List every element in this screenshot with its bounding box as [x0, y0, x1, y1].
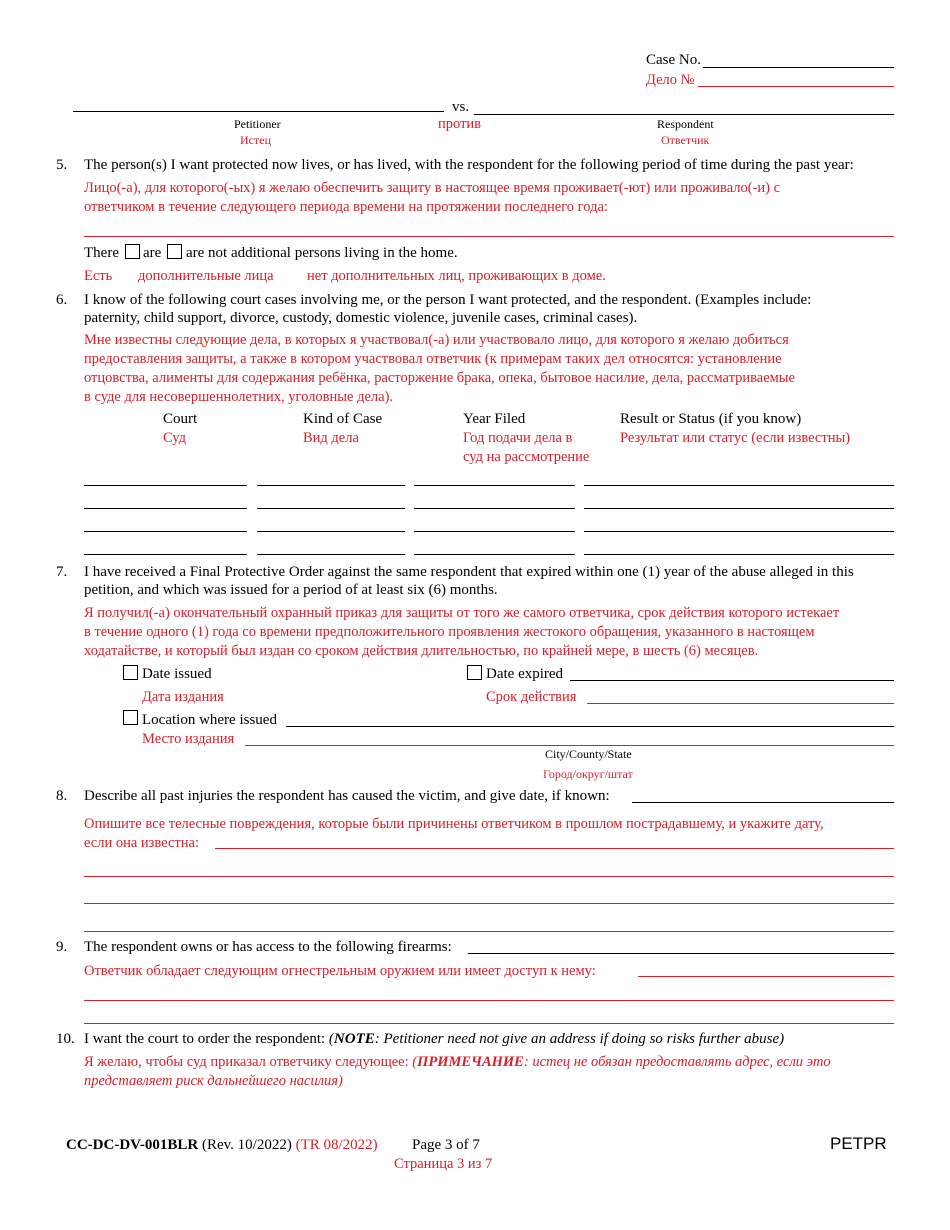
- case-row-4-result[interactable]: [584, 554, 894, 555]
- section-7-text-ru-2: в течение одного (1) года со времени предположительного проявления жестокого обращения, указанного в настоящем: [84, 624, 815, 640]
- section-10-note: (NOTE: Petitioner need not give an address if doing so risks further abuse): [328, 1031, 785, 1047]
- date-issued-label: Date issued: [142, 666, 212, 682]
- respondent-label: Respondent: [657, 117, 714, 131]
- date-expired-checkbox[interactable]: [467, 665, 482, 680]
- section-8-text-ru-1: Опишите все телесные повреждения, которые были причинены ответчиком в прошлом пострадавшему, и укажите дату,: [84, 816, 824, 832]
- col-year-header: Year Filed: [463, 411, 526, 427]
- section-10-note-text-ru: : истец не обязан предоставлять адрес, если это: [523, 1054, 831, 1070]
- section-5-number: 5.: [56, 157, 68, 173]
- case-row-3-kind[interactable]: [257, 531, 405, 532]
- date-expired-label: Date expired: [486, 666, 564, 682]
- case-no-label: Case No.: [646, 52, 701, 68]
- col-kind-header-ru: Вид дела: [303, 430, 359, 446]
- section-7-text-ru-1: Я получил(-а) окончательный охранный приказ для защиты от того же самого ответчика, срок действия которого истекает: [84, 605, 840, 621]
- are-label: are: [143, 245, 162, 261]
- section-10-number: 10.: [56, 1031, 75, 1047]
- location-field-ru: [245, 745, 894, 746]
- case-row-4-court[interactable]: [84, 554, 247, 555]
- location-checkbox[interactable]: [123, 710, 138, 725]
- city-label-ru: Город/округ/штат: [543, 767, 633, 781]
- are-not-checkbox[interactable]: [167, 244, 182, 259]
- location-field[interactable]: [286, 726, 894, 727]
- there-label-ru: Есть: [84, 268, 113, 284]
- are-not-label-ru: нет дополнительных лиц, проживающих в доме.: [307, 268, 606, 284]
- section-7-text-ru-3: ходатайстве, и который был издан со сроком действия длительностью, по крайней мере, в шесть (6) месяцев.: [84, 643, 759, 659]
- case-row-4-kind[interactable]: [257, 554, 405, 555]
- case-row-3-result[interactable]: [584, 531, 894, 532]
- injuries-line-4[interactable]: [84, 931, 894, 932]
- case-row-1-kind[interactable]: [257, 485, 405, 486]
- case-row-1-year[interactable]: [414, 485, 575, 486]
- footer-form-id: [66, 1137, 378, 1154]
- page-number-ru: Страница 3 из 7: [394, 1156, 493, 1172]
- city-label: City/County/State: [545, 747, 632, 761]
- case-no-field-ru: [698, 86, 894, 87]
- section-6-text-ru-1: Мне известны следующие дела, в которых я участвовал(-а) или участвовало лицо, для которого я желаю добиться: [84, 332, 789, 348]
- section-6-text-ru-2: предоставления защиты, а также в котором участвовал ответчик (к примерам таких дел относятся: установление: [84, 351, 782, 367]
- date-expired-field[interactable]: [570, 680, 894, 681]
- are-label-ru: дополнительные лица: [138, 268, 274, 284]
- section-10-note-label: NOTE: [333, 1031, 375, 1047]
- col-kind-header: Kind of Case: [303, 411, 383, 427]
- section-6-text-ru-3: отцовства, алименты для содержания ребёнка, расторжение брака, опека, бытовое насилие, дела, рассматриваемые: [84, 370, 795, 386]
- firearms-field-ru: [638, 976, 894, 977]
- injuries-field[interactable]: [632, 802, 894, 803]
- page-number: Page 3 of 7: [412, 1137, 480, 1153]
- form-translation-date: (TR 08/2022): [295, 1137, 378, 1153]
- case-no-field[interactable]: [703, 67, 894, 68]
- section-10-text: [84, 1031, 784, 1048]
- respondent-field[interactable]: [474, 114, 894, 115]
- form-code: PETPR: [830, 1134, 887, 1153]
- there-label: There: [84, 245, 119, 261]
- date-issued-checkbox[interactable]: [123, 665, 138, 680]
- petitioner-label: Petitioner: [234, 117, 281, 131]
- section-10-text-main: I want the court to order the respondent:: [84, 1031, 326, 1047]
- case-row-3-court[interactable]: [84, 531, 247, 532]
- section-9-text-ru: Ответчик обладает следующим огнестрельным оружием или имеет доступ к нему:: [84, 963, 596, 979]
- firearms-field[interactable]: [468, 953, 894, 954]
- section-6-text-2: paternity, child support, divorce, custody, domestic violence, juvenile cases, criminal cases).: [84, 310, 638, 326]
- col-court-header: Court: [163, 411, 198, 427]
- case-no-label-ru: Дело №: [646, 72, 695, 88]
- are-not-label: are not additional persons living in the home.: [186, 245, 458, 261]
- section-8-text: Describe all past injuries the respondent has caused the victim, and give date, if known:: [84, 788, 610, 804]
- section-7-text-2: petition, and which was issued for a period of at least six (6) months.: [84, 582, 498, 598]
- form-revision: (Rev. 10/2022): [201, 1137, 292, 1153]
- section-6-text-ru-4: в суде для несовершеннолетних, уголовные дела).: [84, 389, 394, 405]
- case-row-2-court[interactable]: [84, 508, 247, 509]
- date-expired-field-ru: [587, 703, 894, 704]
- firearms-line-3[interactable]: [84, 1023, 894, 1024]
- are-checkbox[interactable]: [125, 244, 140, 259]
- location-label-ru: Место издания: [142, 731, 235, 747]
- section-10-text-ru-1: [84, 1054, 831, 1071]
- location-label: Location where issued: [142, 712, 277, 728]
- section-5-text: The person(s) I want protected now lives, or has lived, with the respondent for the following period of time during the past year:: [84, 157, 854, 173]
- case-row-2-result[interactable]: [584, 508, 894, 509]
- case-row-1-court[interactable]: [84, 485, 247, 486]
- section-9-text: The respondent owns or has access to the following firearms:: [84, 939, 452, 955]
- section-6-text-1: I know of the following court cases involving me, or the person I want protected, and the respondent. (Examples include:: [84, 292, 812, 308]
- case-row-1-result[interactable]: [584, 485, 894, 486]
- section-5-text-ru-2: ответчиком в течение следующего периода времени на протяжении последнего года:: [84, 199, 608, 215]
- case-row-4-year[interactable]: [414, 554, 575, 555]
- date-expired-label-ru: Срок действия: [486, 689, 577, 705]
- case-row-2-kind[interactable]: [257, 508, 405, 509]
- vs-label-ru: против: [438, 116, 482, 132]
- section-5-period-field[interactable]: [84, 236, 894, 237]
- section-8-text-ru-2: если она известна:: [84, 835, 199, 851]
- vs-label: vs.: [452, 99, 470, 115]
- section-10-note-ru: (ПРИМЕЧАНИЕ: истец не обязан предоставлять адрес, если это: [412, 1054, 831, 1070]
- section-6-number: 6.: [56, 292, 68, 308]
- petitioner-label-ru: Истец: [240, 133, 271, 147]
- col-year-header-ru-2: суд на рассмотрение: [463, 449, 590, 465]
- col-court-header-ru: Суд: [163, 430, 187, 446]
- firearms-line-2[interactable]: [84, 1000, 894, 1001]
- case-row-2-year[interactable]: [414, 508, 575, 509]
- col-result-header: Result or Status (if you know): [620, 411, 802, 427]
- section-7-number: 7.: [56, 564, 68, 580]
- section-8-number: 8.: [56, 788, 68, 804]
- section-10-text-ru-main: Я желаю, чтобы суд приказал ответчику следующее:: [84, 1054, 409, 1070]
- col-year-header-ru-1: Год подачи дела в: [463, 430, 573, 446]
- injuries-line-2[interactable]: [84, 876, 894, 877]
- date-issued-label-ru: Дата издания: [142, 689, 224, 705]
- petitioner-field[interactable]: [73, 111, 444, 112]
- section-10-text-ru-2: представляет риск дальнейшего насилия): [84, 1073, 343, 1089]
- col-result-header-ru: Результат или статус (если известны): [620, 430, 851, 446]
- section-10-note-label-ru: ПРИМЕЧАНИЕ: [417, 1054, 524, 1070]
- injuries-field-ru: [215, 848, 894, 849]
- injuries-line-3[interactable]: [84, 903, 894, 904]
- case-row-3-year[interactable]: [414, 531, 575, 532]
- section-9-number: 9.: [56, 939, 68, 955]
- section-5-text-ru-1: Лицо(-а), для которого(-ых) я желаю обеспечить защиту в настоящее время проживает(-ют) или проживало(-и) с: [84, 180, 781, 196]
- respondent-label-ru: Ответчик: [661, 133, 710, 147]
- form-number: CC-DC-DV-001BLR: [66, 1137, 199, 1153]
- section-7-text-1: I have received a Final Protective Order against the same respondent that expired within one (1) year of the abuse alleged in this: [84, 564, 854, 580]
- section-10-note-text: : Petitioner need not give an address if doing so risks further abuse): [374, 1031, 785, 1047]
